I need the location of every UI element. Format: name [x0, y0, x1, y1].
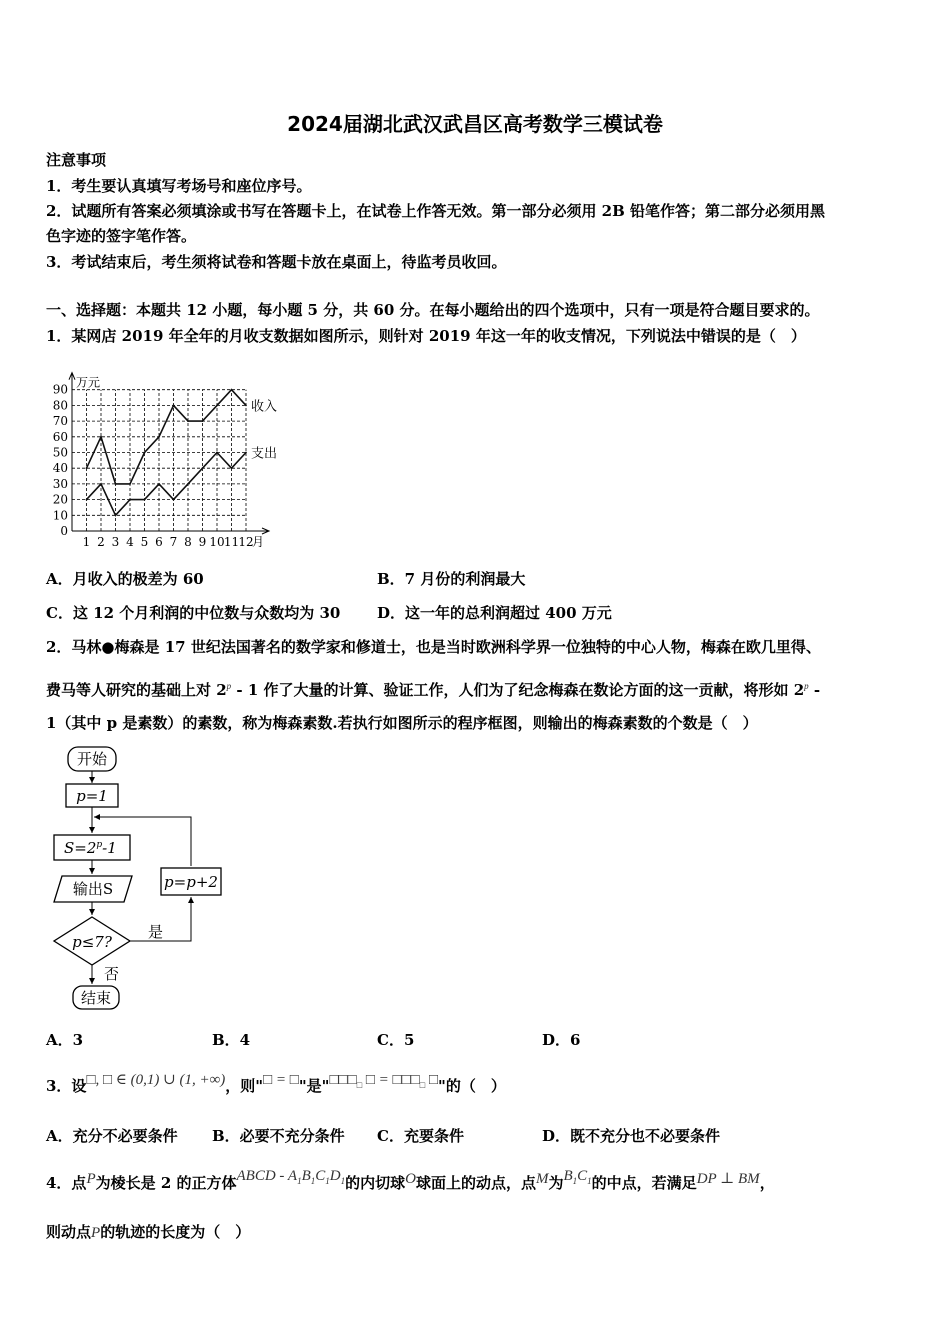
data-point — [216, 452, 218, 454]
chart-ticks — [53, 383, 254, 549]
data-point — [86, 467, 88, 469]
flow-init-label: p=1 — [76, 787, 108, 805]
flow-calc-label: $S=2^p-1$ — [64, 839, 117, 857]
data-point — [86, 499, 88, 501]
x-tick-label: 10 — [209, 535, 225, 549]
data-point — [231, 389, 233, 391]
data-point — [202, 420, 204, 422]
data-point — [187, 483, 189, 485]
data-point — [158, 483, 160, 485]
flow-output-label: 输出S — [72, 880, 114, 898]
income-expense-chart — [38, 364, 288, 549]
page-title: 2024届湖北武汉武昌区高考数学三模试卷 — [287, 112, 663, 136]
y-tick-label: 30 — [52, 476, 68, 491]
program-flowchart — [46, 743, 246, 1013]
flow-yes-label: 是 — [148, 923, 164, 941]
q2-option-a: A．3 — [46, 1031, 84, 1049]
q2-option-c: C．5 — [377, 1031, 415, 1049]
y-tick-label: 40 — [52, 461, 68, 476]
flow-update-label: p=p+2 — [164, 873, 218, 891]
data-point — [129, 499, 131, 501]
q4-stem-line2: 则动点P的轨迹的长度为（ ） — [46, 1223, 251, 1241]
x-tick-label: 2 — [97, 535, 105, 549]
data-point — [187, 420, 189, 422]
y-tick-label: 60 — [52, 429, 68, 444]
q1-stem: 1．某网店 2019 年全年的月收支数据如图所示，则针对 2019 年这一年的收支情况，下列说法中错误的是（ ） — [46, 327, 806, 345]
data-point — [100, 436, 102, 438]
data-point — [173, 405, 175, 407]
notice-item: 色字迹的签字笔作答。 — [46, 227, 197, 245]
data-point — [115, 483, 117, 485]
q3-stem: 3．设□, □ ∈ (0,1) ∪ (1, +∞)，则"□ = □"是"$□□□_□$ □ = $□□□_□$ □"的（ ） — [46, 1072, 506, 1095]
q1-option-d: D．这一年的总利润超过 400 万元 — [377, 604, 612, 622]
data-point — [173, 499, 175, 501]
data-point — [231, 467, 233, 469]
flow-end-label: 结束 — [80, 989, 112, 1007]
notice-item: 3．考试结束后，考生须将试卷和答题卡放在桌面上，待监考员收回。 — [46, 253, 507, 271]
q2-option-d: D．6 — [542, 1031, 581, 1049]
q1-option-a: A．月收入的极差为 60 — [46, 570, 204, 588]
y-tick-label: 80 — [52, 398, 68, 413]
x-tick-label: 8 — [184, 535, 192, 549]
x-tick-label: 9 — [198, 535, 207, 549]
legend-label: 支出 — [251, 446, 278, 462]
y-tick-label: 50 — [52, 445, 68, 460]
data-point — [216, 405, 218, 407]
x-tick-label: 6 — [155, 535, 163, 549]
data-point — [129, 483, 131, 485]
data-point — [100, 483, 102, 485]
x-tick-label: 3 — [111, 535, 120, 549]
y-tick-label: 0 — [60, 524, 68, 538]
x-tick-label: 1 — [82, 535, 91, 549]
q4-stem-line1: 4．点P为棱长是 2 的正方体ABCD - $A_1B_1C_1D_1$的内切球O球面上的动点，点M为$B_1C_1$的中点，若满足DP ⊥ BM， — [46, 1168, 775, 1192]
data-point — [144, 452, 146, 454]
q3-option-b: B．必要不充分条件 — [212, 1127, 345, 1145]
q2-stem-line3: 1（其中 p 是素数）的素数，称为梅森素数.若执行如图所示的程序框图，则输出的梅森素数的个数是（ ） — [46, 714, 758, 732]
notice-item: 2．试题所有答案必须填涂或书写在答题卡上，在试卷上作答无效。第一部分必须用 2B 铅笔作答；第二部分必须用黑 — [46, 202, 826, 220]
notice-heading: 注意事项 — [46, 151, 107, 169]
q1-option-c: C．这 12 个月利润的中位数与众数均为 30 — [46, 604, 341, 622]
data-point — [144, 499, 146, 501]
q2-option-b: B．4 — [212, 1031, 251, 1049]
data-point — [158, 436, 160, 438]
data-point — [202, 467, 204, 469]
y-tick-label: 10 — [52, 508, 68, 523]
flow-cond-label: p≤7? — [72, 933, 112, 951]
chart-grid — [72, 390, 246, 531]
q3-option-a: A．充分不必要条件 — [46, 1127, 178, 1145]
y-tick-label: 20 — [52, 492, 68, 507]
chart-labels — [76, 376, 277, 549]
x-tick-label: 12 — [238, 535, 254, 549]
notice-item: 1．考生要认真填写考场号和座位序号。 — [46, 177, 312, 195]
data-point — [245, 405, 247, 407]
y-axis-label: 万元 — [76, 375, 101, 390]
flow-start-label: 开始 — [76, 750, 108, 768]
x-axis-label: 月 — [252, 535, 265, 549]
x-tick-label: 7 — [169, 535, 178, 549]
data-point — [115, 514, 117, 516]
data-point — [245, 452, 247, 454]
q3-option-c: C．充要条件 — [377, 1127, 464, 1145]
x-tick-label: 5 — [140, 535, 149, 549]
y-tick-label: 90 — [52, 382, 68, 397]
q2-stem-line2: 费马等人研究的基础上对 2$^p$ - 1 作了大量的计算、验证工作，人们为了纪念梅森在数论方面的这一贡献，将形如 2$^p$ - — [46, 681, 821, 699]
section-heading: 一、选择题：本题共 12 小题，每小题 5 分，共 60 分。在每小题给出的四个选项中，只有一项是符合题目要求的。 — [46, 301, 820, 319]
q3-option-d: D．既不充分也不必要条件 — [542, 1127, 721, 1145]
x-tick-label: 4 — [126, 535, 134, 549]
q2-stem-line1: 2．马林●梅森是 17 世纪法国著名的数学家和修道士，也是当时欧洲科学界一位独特的中心人物，梅森在欧几里得、 — [46, 638, 821, 656]
legend-label: 收入 — [251, 399, 278, 415]
x-tick-label: 11 — [223, 535, 240, 549]
q1-option-b: B．7 月份的利润最大 — [377, 570, 526, 588]
flow-no-label: 否 — [104, 965, 120, 983]
y-tick-label: 70 — [52, 414, 68, 429]
